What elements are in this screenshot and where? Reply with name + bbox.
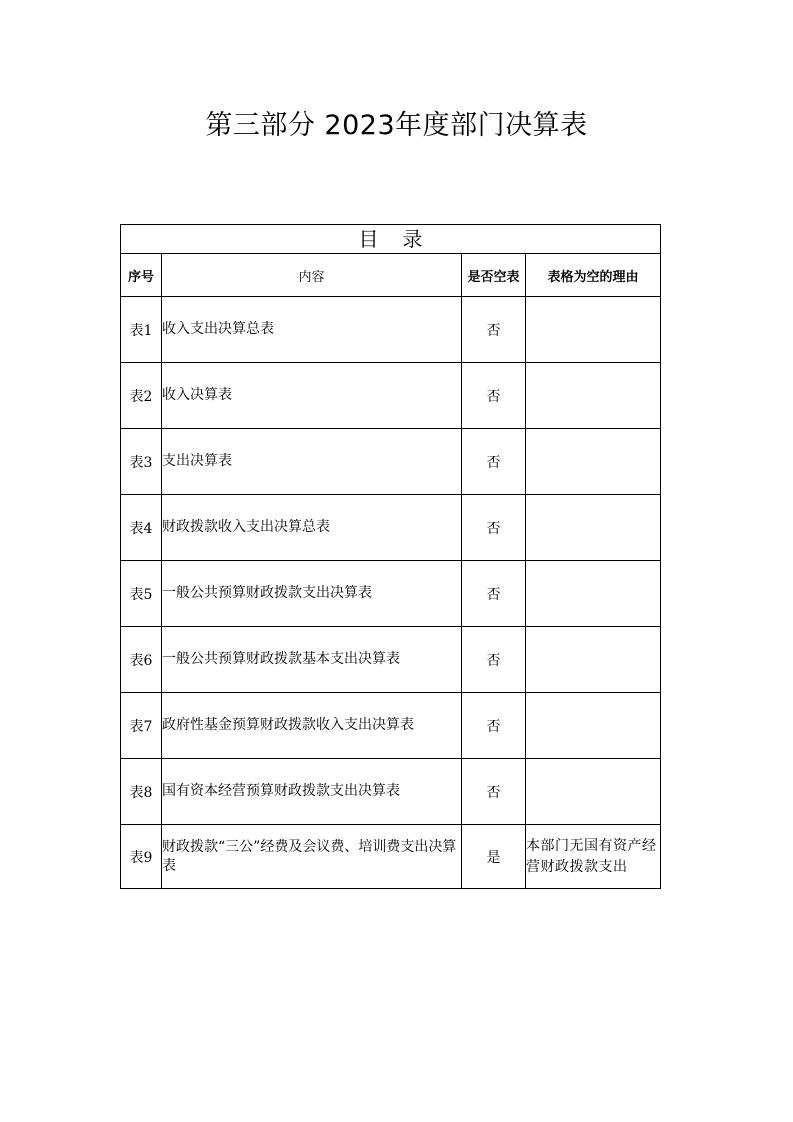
toc-heading-row [121, 225, 661, 254]
row-reason: 本部门无国有资产经营财政拨款支出 [526, 825, 661, 889]
table-row [121, 495, 661, 561]
row-content: 收入决算表 [162, 363, 462, 429]
row-index: 表3 [121, 429, 162, 495]
column-header-content: 内容 [162, 254, 462, 297]
page-title: 第三部分 2023年度部门决算表 [205, 110, 588, 141]
row-content: 国有资本经营预算财政拨款支出决算表 [162, 759, 462, 825]
row-is-empty: 否 [462, 693, 526, 759]
row-is-empty: 否 [462, 297, 526, 363]
row-is-empty: 否 [462, 759, 526, 825]
row-index: 表5 [121, 561, 162, 627]
column-header-row [121, 254, 661, 297]
table-row [121, 825, 661, 889]
table-row [121, 627, 661, 693]
row-index: 表6 [121, 627, 162, 693]
row-is-empty: 否 [462, 627, 526, 693]
row-reason [526, 363, 661, 429]
row-reason [526, 561, 661, 627]
row-reason [526, 693, 661, 759]
row-content: 财政拨款“三公”经费及会议费、培训费支出决算表 [162, 825, 462, 889]
toc-table [120, 224, 661, 889]
row-index: 表8 [121, 759, 162, 825]
table-row [121, 297, 661, 363]
row-is-empty: 是 [462, 825, 526, 889]
row-content: 政府性基金预算财政拨款收入支出决算表 [162, 693, 462, 759]
row-content: 财政拨款收入支出决算总表 [162, 495, 462, 561]
row-reason [526, 297, 661, 363]
row-content: 支出决算表 [162, 429, 462, 495]
row-content: 一般公共预算财政拨款基本支出决算表 [162, 627, 462, 693]
row-reason [526, 627, 661, 693]
row-reason [526, 429, 661, 495]
row-index: 表7 [121, 693, 162, 759]
row-index: 表1 [121, 297, 162, 363]
row-index: 表2 [121, 363, 162, 429]
column-header-is-empty: 是否空表 [462, 254, 526, 297]
row-is-empty: 否 [462, 363, 526, 429]
table-row [121, 363, 661, 429]
row-is-empty: 否 [462, 429, 526, 495]
row-is-empty: 否 [462, 561, 526, 627]
row-index: 表9 [121, 825, 162, 889]
row-content: 一般公共预算财政拨款支出决算表 [162, 561, 462, 627]
row-reason [526, 495, 661, 561]
table-row [121, 561, 661, 627]
table-row [121, 429, 661, 495]
column-header-index: 序号 [121, 254, 162, 297]
table-row [121, 693, 661, 759]
row-content: 收入支出决算总表 [162, 297, 462, 363]
column-header-reason: 表格为空的理由 [526, 254, 661, 297]
row-index: 表4 [121, 495, 162, 561]
table-row [121, 759, 661, 825]
row-is-empty: 否 [462, 495, 526, 561]
toc-heading: 目录 [121, 225, 661, 254]
row-reason [526, 759, 661, 825]
